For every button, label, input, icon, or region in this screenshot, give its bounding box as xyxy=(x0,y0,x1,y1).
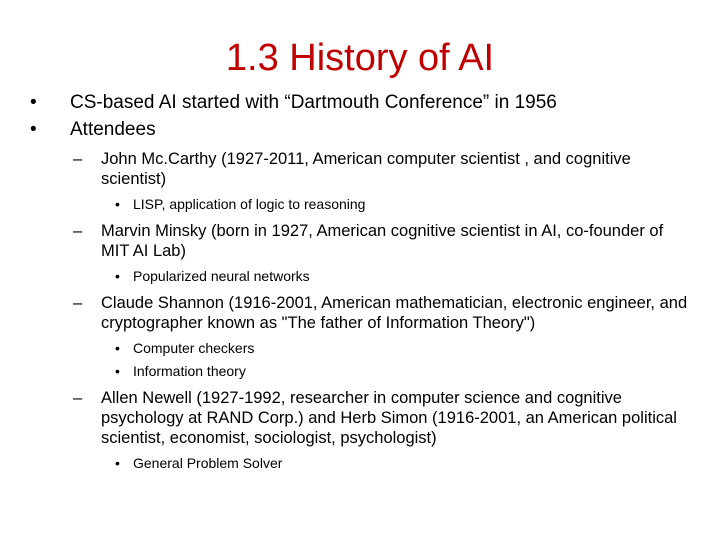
bullet-text: CS-based AI started with “Dartmouth Conference” in 1956 xyxy=(70,92,557,113)
attendee-text: Marvin Minsky (born in 1927, American cognitive scientist in AI, co-founder of MIT AI Lab) xyxy=(101,222,664,260)
bullet-icon: • xyxy=(115,268,120,284)
sub-bullet-text: LISP, application of logic to reasoning xyxy=(133,196,366,212)
slide-content xyxy=(28,90,688,473)
attendee-item xyxy=(28,149,688,189)
dash-icon: – xyxy=(73,294,83,312)
sub-bullet-text: General Problem Solver xyxy=(133,455,283,471)
sub-bullet-item xyxy=(28,195,688,214)
bullet-text: Attendees xyxy=(70,119,156,140)
sub-bullet-item xyxy=(28,267,688,286)
bullet-item xyxy=(28,90,688,115)
dash-icon: – xyxy=(73,222,83,240)
sub-bullet-text: Computer checkers xyxy=(133,340,255,356)
sub-bullet-text: Information theory xyxy=(133,363,246,379)
bullet-item xyxy=(28,117,688,142)
sub-bullet-text: Popularized neural networks xyxy=(133,268,310,284)
attendee-text: John Mc.Carthy (1927-2011, American computer scientist , and cognitive scientist) xyxy=(101,150,631,188)
attendee-text: Claude Shannon (1916-2001, American mathematician, electronic engineer, and cryptographer known as "The father of Information Theory") xyxy=(101,294,688,332)
slide-title: 1.3 History of AI xyxy=(225,37,495,79)
attendee-item xyxy=(28,293,688,333)
sub-bullet-item xyxy=(28,339,688,358)
bullet-icon: • xyxy=(115,340,120,356)
bullet-icon: • xyxy=(30,92,37,113)
bullet-icon: • xyxy=(30,119,37,140)
bullet-icon: • xyxy=(115,455,120,471)
attendee-item xyxy=(28,221,688,261)
dash-icon: – xyxy=(73,150,83,168)
bullet-icon: • xyxy=(115,363,120,379)
bullet-icon: • xyxy=(115,196,120,212)
dash-icon: – xyxy=(73,389,83,407)
sub-bullet-item xyxy=(28,454,688,473)
attendee-item xyxy=(28,388,688,448)
sub-bullet-item xyxy=(28,362,688,381)
attendee-text: Allen Newell (1927-1992, researcher in computer science and cognitive psychology at RAND Corp.) and Herb Simon (1916-2001, an American political scientist, economist, sociologist, psychologist) xyxy=(101,389,677,447)
